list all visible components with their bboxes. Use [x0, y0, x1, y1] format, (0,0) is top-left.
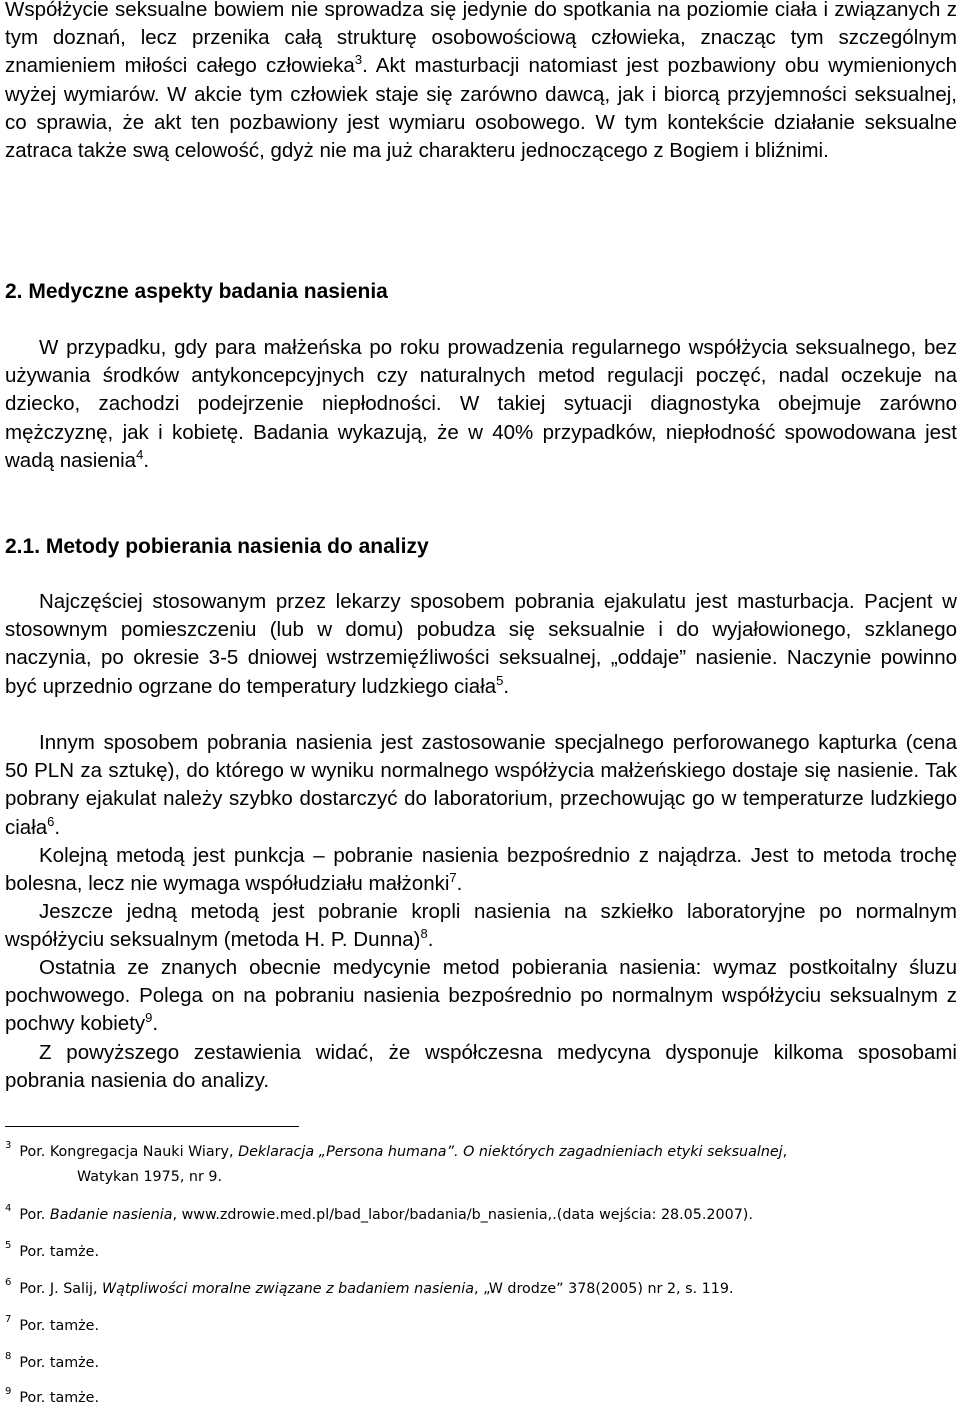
footnote-number: 9 [5, 1386, 12, 1397]
section-2-title: 2. Medyczne aspekty badania nasienia [5, 280, 388, 303]
footnote-ref-3[interactable]: 3 [354, 52, 363, 68]
footnote-text: Por. Kongregacja Nauki Wiary, [19, 1144, 239, 1160]
method-text-1-end: . [503, 674, 510, 698]
footnote-text: Por. tamże. [19, 1244, 100, 1260]
method-paragraph-1 [5, 588, 957, 701]
method-text-3: Kolejną metodą jest punkcja – pobranie nasienia bezpośrednio z najądrza. Jest to metoda trochę bolesna, lecz nie wymaga współudziału małżonki [5, 844, 957, 896]
intro-text-cont: . Akt masturbacji natomiast jest pozbawiony obu wymienionych wyżej wymiarów. W akcie tym człowiek staje się zarówno dawcą, jak i biorcą przyjemności seksualnej, co sprawia, że akt ten pozbawiony jest wymiaru osobowego. W tym kontekście działanie seksualne zatraca także swą celowość, gdyż nie ma już charakteru jednoczącego z Bogiem i bliźnimi. [5, 54, 957, 163]
footnote-ref-8[interactable]: 8 [420, 926, 428, 942]
footnote-title: Badanie nasienia [49, 1207, 173, 1223]
method-paragraph-4 [5, 898, 957, 954]
method-text-2-end: . [54, 815, 61, 839]
method-text-4-end: . [427, 928, 434, 952]
section-2-text-end: . [143, 448, 150, 472]
method-text-3-end: . [456, 872, 463, 896]
footnote-4 [5, 1203, 957, 1228]
footnote-text: Por. tamże. [19, 1390, 100, 1406]
section-2-paragraph [5, 334, 957, 475]
section-2-1-title: 2.1. Metody pobierania nasienia do analizy [5, 535, 429, 558]
footnote-ref-4[interactable]: 4 [136, 446, 144, 462]
footnote-text: Por. J. Salij, [19, 1281, 103, 1297]
method-text-2: Innym sposobem pobrania nasienia jest zastosowanie specjalnego perforowanego kapturka (cena 50 PLN za sztukę), do którego w wyniku normalnego współżycia małżeńskiego dostaje się nasienie. Tak pobrany ejakulat należy szybko dostarczyć do laboratorium, przechowując go w temperaturze ludzkiego ciała [5, 731, 957, 839]
footnote-ref-5[interactable]: 5 [496, 672, 504, 688]
footnote-ref-7[interactable]: 7 [449, 870, 457, 886]
footnote-continuation: Watykan 1975, nr 9. [77, 1169, 223, 1185]
footnote-8 [5, 1351, 957, 1376]
method-text-5-end: . [152, 1012, 159, 1036]
method-text-4: Jeszcze jedną metodą jest pobranie kropli nasienia na szkiełko laboratoryjne po normalnym współżyciu seksualnym (metoda H. P. Dunna) [5, 900, 957, 952]
method-paragraph-2 [5, 729, 957, 842]
footnote-7 [5, 1314, 957, 1339]
footnote-5 [5, 1240, 957, 1265]
method-paragraph-6: Z powyższego zestawienia widać, że współczesna medycyna dysponuje kilkoma sposobami pobrania nasienia do analizy. [5, 1041, 957, 1093]
footnote-number: 5 [5, 1240, 12, 1251]
footnote-text: Por. [19, 1207, 50, 1223]
intro-paragraph [5, 0, 957, 165]
footnote-text-end: , „W drodze” 378(2005) nr 2, s. 119. [473, 1281, 734, 1297]
footnote-ref-6[interactable]: 6 [47, 813, 55, 829]
footnote-number: 3 [5, 1140, 12, 1151]
method-text-5: Ostatnia ze znanych obecnie medycynie metod pobierania nasienia: wymaz postkoitalny śluzu pochwowego. Polega on na pobraniu nasienia bezpośrednio po normalnym współżyciu seksualnym z pochwy kobiety [5, 956, 957, 1036]
footnote-title: Deklaracja „Persona humana”. O niektórych zagadnieniach etyki seksualnej [238, 1144, 783, 1160]
footnote-number: 4 [5, 1203, 12, 1214]
footnote-number: 6 [5, 1277, 12, 1288]
footnote-text: Por. tamże. [19, 1355, 100, 1371]
footnote-link-text[interactable]: , www.zdrowie.med.pl/bad_labor/badania/b_nasienia,.(data wejścia: 28.05.2007). [172, 1207, 753, 1223]
footnote-number: 7 [5, 1314, 12, 1325]
footnote-ref-9[interactable]: 9 [145, 1010, 153, 1026]
method-paragraph-5 [5, 954, 957, 1039]
footnote-6 [5, 1277, 957, 1302]
footnote-text: Por. tamże. [19, 1318, 100, 1334]
footnote-title: Wątpliwości moralne związane z badaniem nasienia [102, 1281, 474, 1297]
footnote-separator [5, 1126, 299, 1127]
footnote-9 [5, 1386, 957, 1411]
method-text-1: Najczęściej stosowanym przez lekarzy sposobem pobrania ejakulatu jest masturbacja. Pacjent w stosownym pomieszczeniu (lub w domu) pobudza się seksualnie i do wyjałowionego, szklanego naczynia, po okresie 3-5 dniowej wstrzemięźliwości seksualnej, „oddaje” nasienie. Naczynie powinno być uprzednio ogrzane do temperatury ludzkiego ciała [5, 590, 957, 698]
section-2-text: W przypadku, gdy para małżeńska po roku prowadzenia regularnego współżycia seksualnego, bez używania środków antykoncepcyjnych czy naturalnych metod regulacji poczęć, nadal oczekuje na dziecko, zachodzi podejrzenie niepłodności. W takiej sytuacji diagnostyka obejmuje zarówno mężczyznę, jak i kobietę. Badania wykazują, że w 40% przypadków, niepłodność spowodowana jest wadą nasienia [5, 336, 957, 472]
footnote-number: 8 [5, 1351, 12, 1362]
footnote-3 [5, 1140, 957, 1190]
intro-text: Współżycie seksualne bowiem nie sprowadza się jedynie do spotkania na poziomie ciała i związanych z tym doznań, lecz przenika całą strukturę osobowościową człowieka, znacząc tym szczególnym znamieniem miłości całego człowieka [5, 0, 957, 78]
footnote-text-end: , [782, 1144, 788, 1160]
method-paragraph-3 [5, 842, 957, 898]
